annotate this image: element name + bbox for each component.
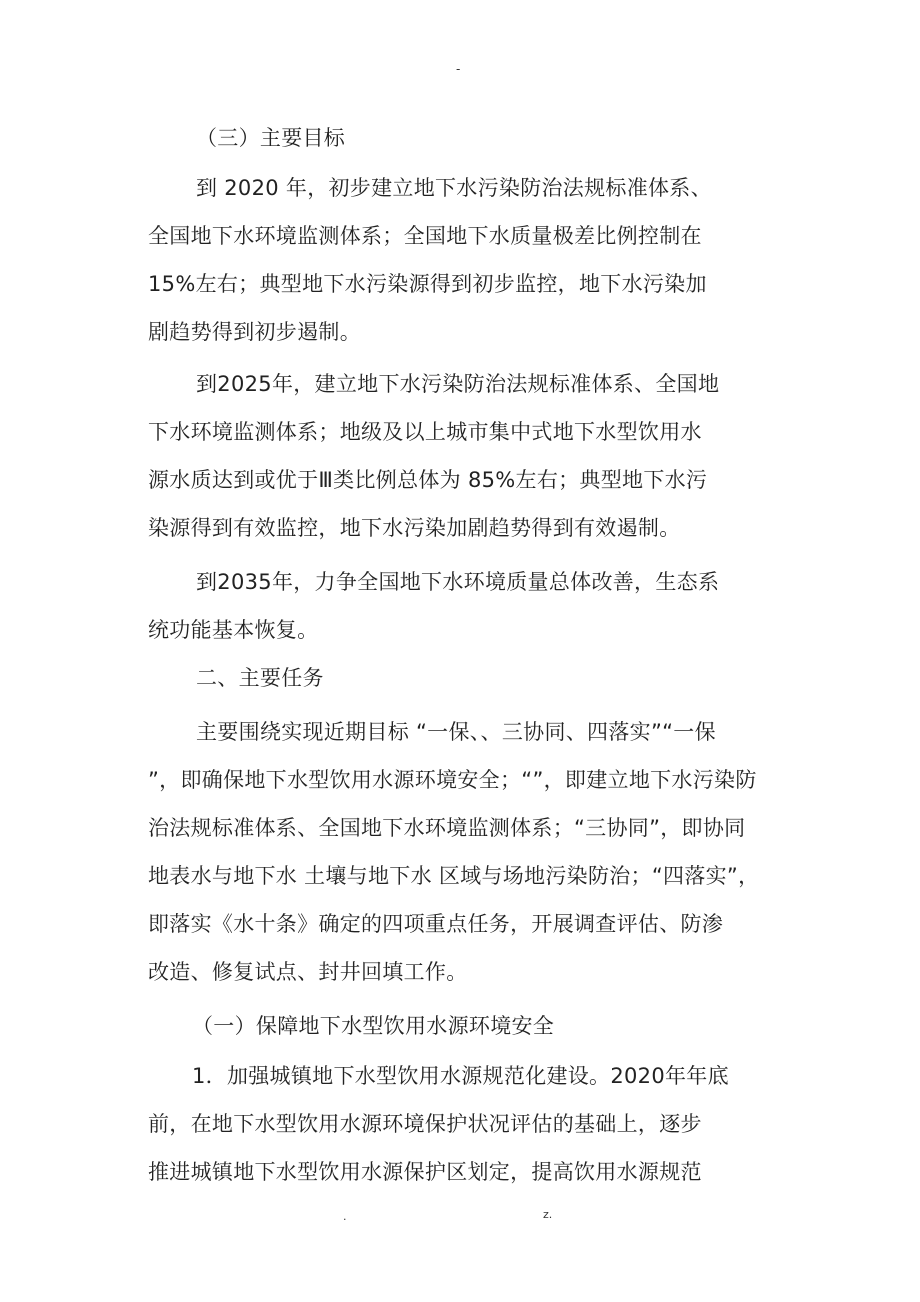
paragraph-line: 主要围绕实现近期目标 “一保、、三协同、四落实”“一保: [196, 720, 716, 744]
paragraph-line: 染源得到有效监控，地下水污染加剧趋势得到有效遏制。: [148, 516, 681, 540]
paragraph-line: 下水环境监测体系；地级及以上城市集中式地下水型饮用水: [148, 420, 702, 444]
page-header-mark: -: [456, 62, 461, 76]
paragraph-line: 到2025年，建立地下水污染防治法规标准体系、全国地: [196, 372, 720, 396]
paragraph-line: 源水质达到或优于Ⅲ类比例总体为 85%左右；典型地下水污: [148, 468, 708, 492]
paragraph-line: 治法规标准体系、全国地下水环境监测体系；“三协同”，即协同: [148, 816, 746, 840]
paragraph-line: ”，即确保地下水型饮用水源环境安全；“”，即建立地下水污染防: [148, 768, 757, 792]
paragraph-line: 统功能基本恢复。: [148, 618, 319, 642]
paragraph-line: 地表水与地下水 土壤与地下水 区域与场地污染防治；“四落实”，: [148, 864, 760, 888]
paragraph-line: 改造、修复试点、封井回填工作。: [148, 960, 468, 984]
section-heading-main-goals: （三）主要目标: [196, 126, 346, 150]
footer-page-mark: z.: [543, 1208, 553, 1221]
subsection-heading: （一）保障地下水型饮用水源环境安全: [192, 1014, 555, 1038]
paragraph-line: 推进城镇地下水型饮用水源保护区划定，提高饮用水源规范: [148, 1160, 702, 1184]
paragraph-line: 15%左右；典型地下水污染源得到初步监控，地下水污染加: [148, 272, 707, 296]
paragraph-line: 1．加强城镇地下水型饮用水源规范化建设。2020年年底: [192, 1064, 729, 1088]
paragraph-line: 到 2020 年，初步建立地下水污染防治法规标准体系、: [196, 176, 712, 200]
paragraph-line: 即落实《水十条》确定的四项重点任务，开展调查评估、防渗: [148, 912, 724, 936]
section-heading-main-tasks: 二、主要任务: [196, 666, 324, 690]
paragraph-line: 剧趋势得到初步遏制。: [148, 320, 361, 344]
paragraph-line: 全国地下水环境监测体系；全国地下水质量极差比例控制在: [148, 224, 702, 248]
paragraph-line: 前，在地下水型饮用水源环境保护状况评估的基础上，逐步: [148, 1112, 702, 1136]
paragraph-line: 到2035年，力争全国地下水环境质量总体改善，生态系: [196, 570, 720, 594]
footer-dot: .: [343, 1210, 347, 1223]
